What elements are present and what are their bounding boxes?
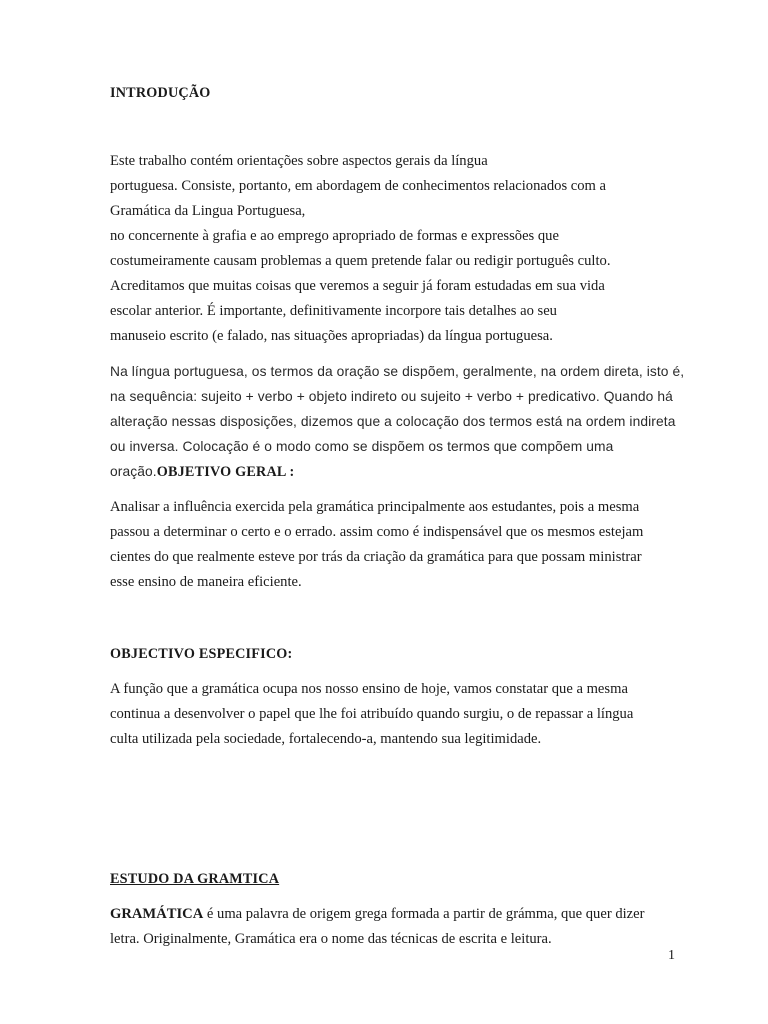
ordem-line-3: alteração nessas disposições, dizemos que a colocação dos termos está na ordem indireta	[110, 414, 676, 429]
heading-estudo-gramatica: ESTUDO DA GRAMTICA	[110, 871, 280, 887]
intro-line-4: no concernente à grafia e ao emprego apropriado de formas e expressões que	[110, 228, 559, 244]
intro-line-1: Este trabalho contém orientações sobre aspectos gerais da língua	[110, 153, 488, 169]
intro-line-3: Gramática da Lingua Portuguesa,	[110, 203, 306, 219]
intro-line-2: portuguesa. Consiste, portanto, em abordagem de conhecimentos relacionados com a	[110, 178, 607, 194]
estudo-line-1-rest: é uma palavra de origem grega formada a partir de grámma, que quer dizer	[203, 906, 645, 922]
especifico-line-3: culta utilizada pela sociedade, fortalecendo-a, mantendo sua legitimidade.	[110, 731, 542, 747]
ordem-line-4: ou inversa. Colocação é o modo como se dispõem os termos que compõem uma	[110, 439, 614, 454]
objetivo-geral-line-4: esse ensino de maneira eficiente.	[110, 574, 302, 590]
intro-line-6: Acreditamos que muitas coisas que veremos a seguir já foram estudadas em sua vida	[110, 278, 605, 294]
estudo-line-1	[110, 905, 645, 923]
ordem-line-2: na sequência: sujeito + verbo + objeto indireto ou sujeito + verbo + predicativo. Quando há	[110, 389, 673, 404]
page-number: 1	[668, 948, 675, 963]
oracao-fragment: oração.	[110, 464, 157, 479]
heading-objectivo-especifico: OBJECTIVO ESPECIFICO:	[110, 646, 293, 662]
intro-line-7: escolar anterior. É importante, definitivamente incorpore tais detalhes ao seu	[110, 303, 557, 319]
gramatica-term: GRAMÁTICA	[110, 906, 204, 922]
especifico-line-1: A função que a gramática ocupa nos nosso ensino de hoje, vamos constatar que a mesma	[110, 681, 628, 697]
estudo-line-2: letra. Originalmente, Gramática era o nome das técnicas de escrita e leitura.	[110, 931, 552, 947]
especifico-line-2: continua a desenvolver o papel que lhe foi atribuído quando surgiu, o de repassar a língua	[110, 706, 634, 722]
objetivo-geral-line-3: cientes do que realmente esteve por trás da criação da gramática para que possam ministrar	[110, 549, 642, 565]
ordem-line-5	[110, 463, 294, 481]
ordem-line-1: Na língua portuguesa, os termos da oração se dispõem, geralmente, na ordem direta, isto é,	[110, 364, 685, 379]
intro-line-5: costumeiramente causam problemas a quem pretende falar ou redigir português culto.	[110, 253, 611, 269]
intro-line-8: manuseio escrito (e falado, nas situações apropriadas) da língua portuguesa.	[110, 328, 553, 344]
heading-objetivo-geral: OBJETIVO GERAL :	[156, 464, 295, 480]
heading-introducao: INTRODUÇÃO	[110, 85, 211, 101]
objetivo-geral-line-1: Analisar a influência exercida pela gramática principalmente aos estudantes, pois a mesma	[110, 499, 640, 515]
objetivo-geral-line-2: passou a determinar o certo e o errado. assim como é indispensável que os mesmos estejam	[110, 524, 644, 540]
